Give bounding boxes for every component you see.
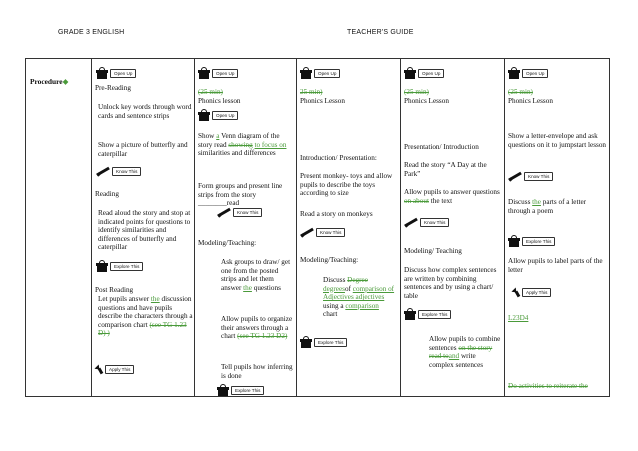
lesson-table bbox=[25, 58, 610, 397]
letter-envelope-text: Show a letter-envelope and ask questions on it to jumpstart lesson bbox=[508, 132, 607, 149]
post-reading-text: Let pupils answer the discussion questions and have pupils describe the characters through a comparison chart (see TG 1.23 D) ) bbox=[98, 295, 193, 338]
know-this-icon: Know This bbox=[300, 227, 345, 237]
reference-code: L23D4 bbox=[508, 314, 529, 322]
explore-this-icon: Explore This bbox=[217, 385, 264, 396]
explore-this-icon: Explore This bbox=[96, 261, 143, 272]
read-story-text: Read a story on monkeys bbox=[300, 210, 373, 218]
time-label: (25 min) bbox=[404, 88, 429, 96]
day-1-column bbox=[92, 59, 194, 396]
open-up-icon: Open Up bbox=[198, 68, 238, 79]
day-3-column bbox=[297, 59, 400, 396]
open-up-icon: Open Up bbox=[300, 68, 340, 79]
unlock-words-text: Unlock key words through word cards and sentence strips bbox=[98, 103, 192, 120]
day-at-park-text: Read the story “A Day at the Park” bbox=[404, 161, 487, 178]
doc-header-left: GRADE 3 ENGLISH bbox=[58, 29, 125, 36]
complex-sentences-text: Discuss how complex sentences are written by combining sentences and by using a chart/ table bbox=[404, 266, 497, 300]
show-picture-text: Show a picture of butterfly and caterpillar bbox=[98, 141, 188, 158]
ask-groups-text: Ask groups to draw/ get one from the posted strips and let them answer the questions bbox=[221, 258, 291, 292]
degrees-comparison-text: Discuss Degree degreesof comparison of Adjectives adjectives using a comparison chart bbox=[323, 276, 395, 319]
open-up-icon: Open Up bbox=[96, 68, 136, 79]
read-aloud-text: Read aloud the story and stop at indicated points for questions to identify similarities and differences of butterfly and caterpillar bbox=[98, 209, 191, 252]
lesson-title: Phonics Lesson bbox=[300, 97, 345, 105]
know-this-icon: Know This bbox=[217, 207, 262, 217]
venn-diagram-text: Show a Venn diagram of the story read showing to focus on similarities and differences bbox=[198, 132, 287, 158]
open-up-icon: Open Up bbox=[198, 110, 238, 121]
reiterate-text: Do activities to reiterate the bbox=[508, 382, 588, 390]
day-5-column bbox=[505, 59, 610, 396]
explore-this-icon: Explore This bbox=[404, 309, 451, 320]
know-this-icon: Know This bbox=[404, 217, 449, 227]
inferring-text: Tell pupils how inferring is done bbox=[221, 363, 293, 380]
open-up-icon: Open Up bbox=[404, 68, 444, 79]
apply-this-icon: Apply This bbox=[513, 288, 551, 297]
time-label: (25 min) bbox=[198, 88, 223, 96]
combine-sentences-text: Allow pupils to combine sentences on the story read toand write complex sentences bbox=[429, 335, 501, 369]
lesson-title: Phonics Lesson bbox=[508, 97, 553, 105]
lesson-title: Phonics lesson bbox=[198, 97, 241, 105]
know-this-icon: Know This bbox=[508, 171, 553, 181]
parts-of-letter-text: Discuss the parts of a letter through a poem bbox=[508, 198, 587, 215]
time-label: 25 min) bbox=[300, 88, 323, 96]
answer-questions-text: Allow pupils to answer questions on about the text bbox=[404, 188, 500, 205]
reading-heading: Reading bbox=[95, 190, 119, 198]
organize-answers-text: Allow pupils to organize their answers through a chart (see TG 1.23 D2) bbox=[221, 315, 293, 341]
monkey-toys-text: Present monkey- toys and allow pupils to describe the toys according to size bbox=[300, 172, 393, 198]
open-up-icon: Open Up bbox=[508, 68, 548, 79]
modeling-heading: Modeling/Teaching: bbox=[300, 256, 359, 264]
doc-header-right: TEACHER'S GUIDE bbox=[347, 29, 414, 36]
time-label: (25 min) bbox=[508, 88, 533, 96]
label-parts-text: Allow pupils to label parts of the letter bbox=[508, 257, 603, 274]
explore-this-icon: Explore This bbox=[508, 236, 555, 247]
modeling-heading: Modeling/Teaching: bbox=[198, 239, 257, 247]
know-this-icon: Know This bbox=[96, 166, 141, 176]
explore-this-icon: Explore This bbox=[300, 337, 347, 348]
day-2-column bbox=[195, 59, 296, 396]
apply-this-icon: Apply This bbox=[96, 365, 134, 374]
post-reading-heading: Post Reading bbox=[95, 286, 134, 294]
pre-reading-heading: Pre-Reading bbox=[95, 84, 131, 92]
form-groups-text: Form groups and present line strips from the story ________read bbox=[198, 182, 283, 208]
introduction-heading: Introduction/ Presentation: bbox=[300, 154, 377, 162]
procedure-label: Procedure◆ bbox=[30, 77, 69, 86]
introduction-heading: Presentation/ Introduction bbox=[404, 143, 479, 151]
modeling-heading: Modeling/ Teaching bbox=[404, 247, 462, 255]
day-4-column bbox=[401, 59, 504, 396]
lesson-title: Phonics Lesson bbox=[404, 97, 449, 105]
